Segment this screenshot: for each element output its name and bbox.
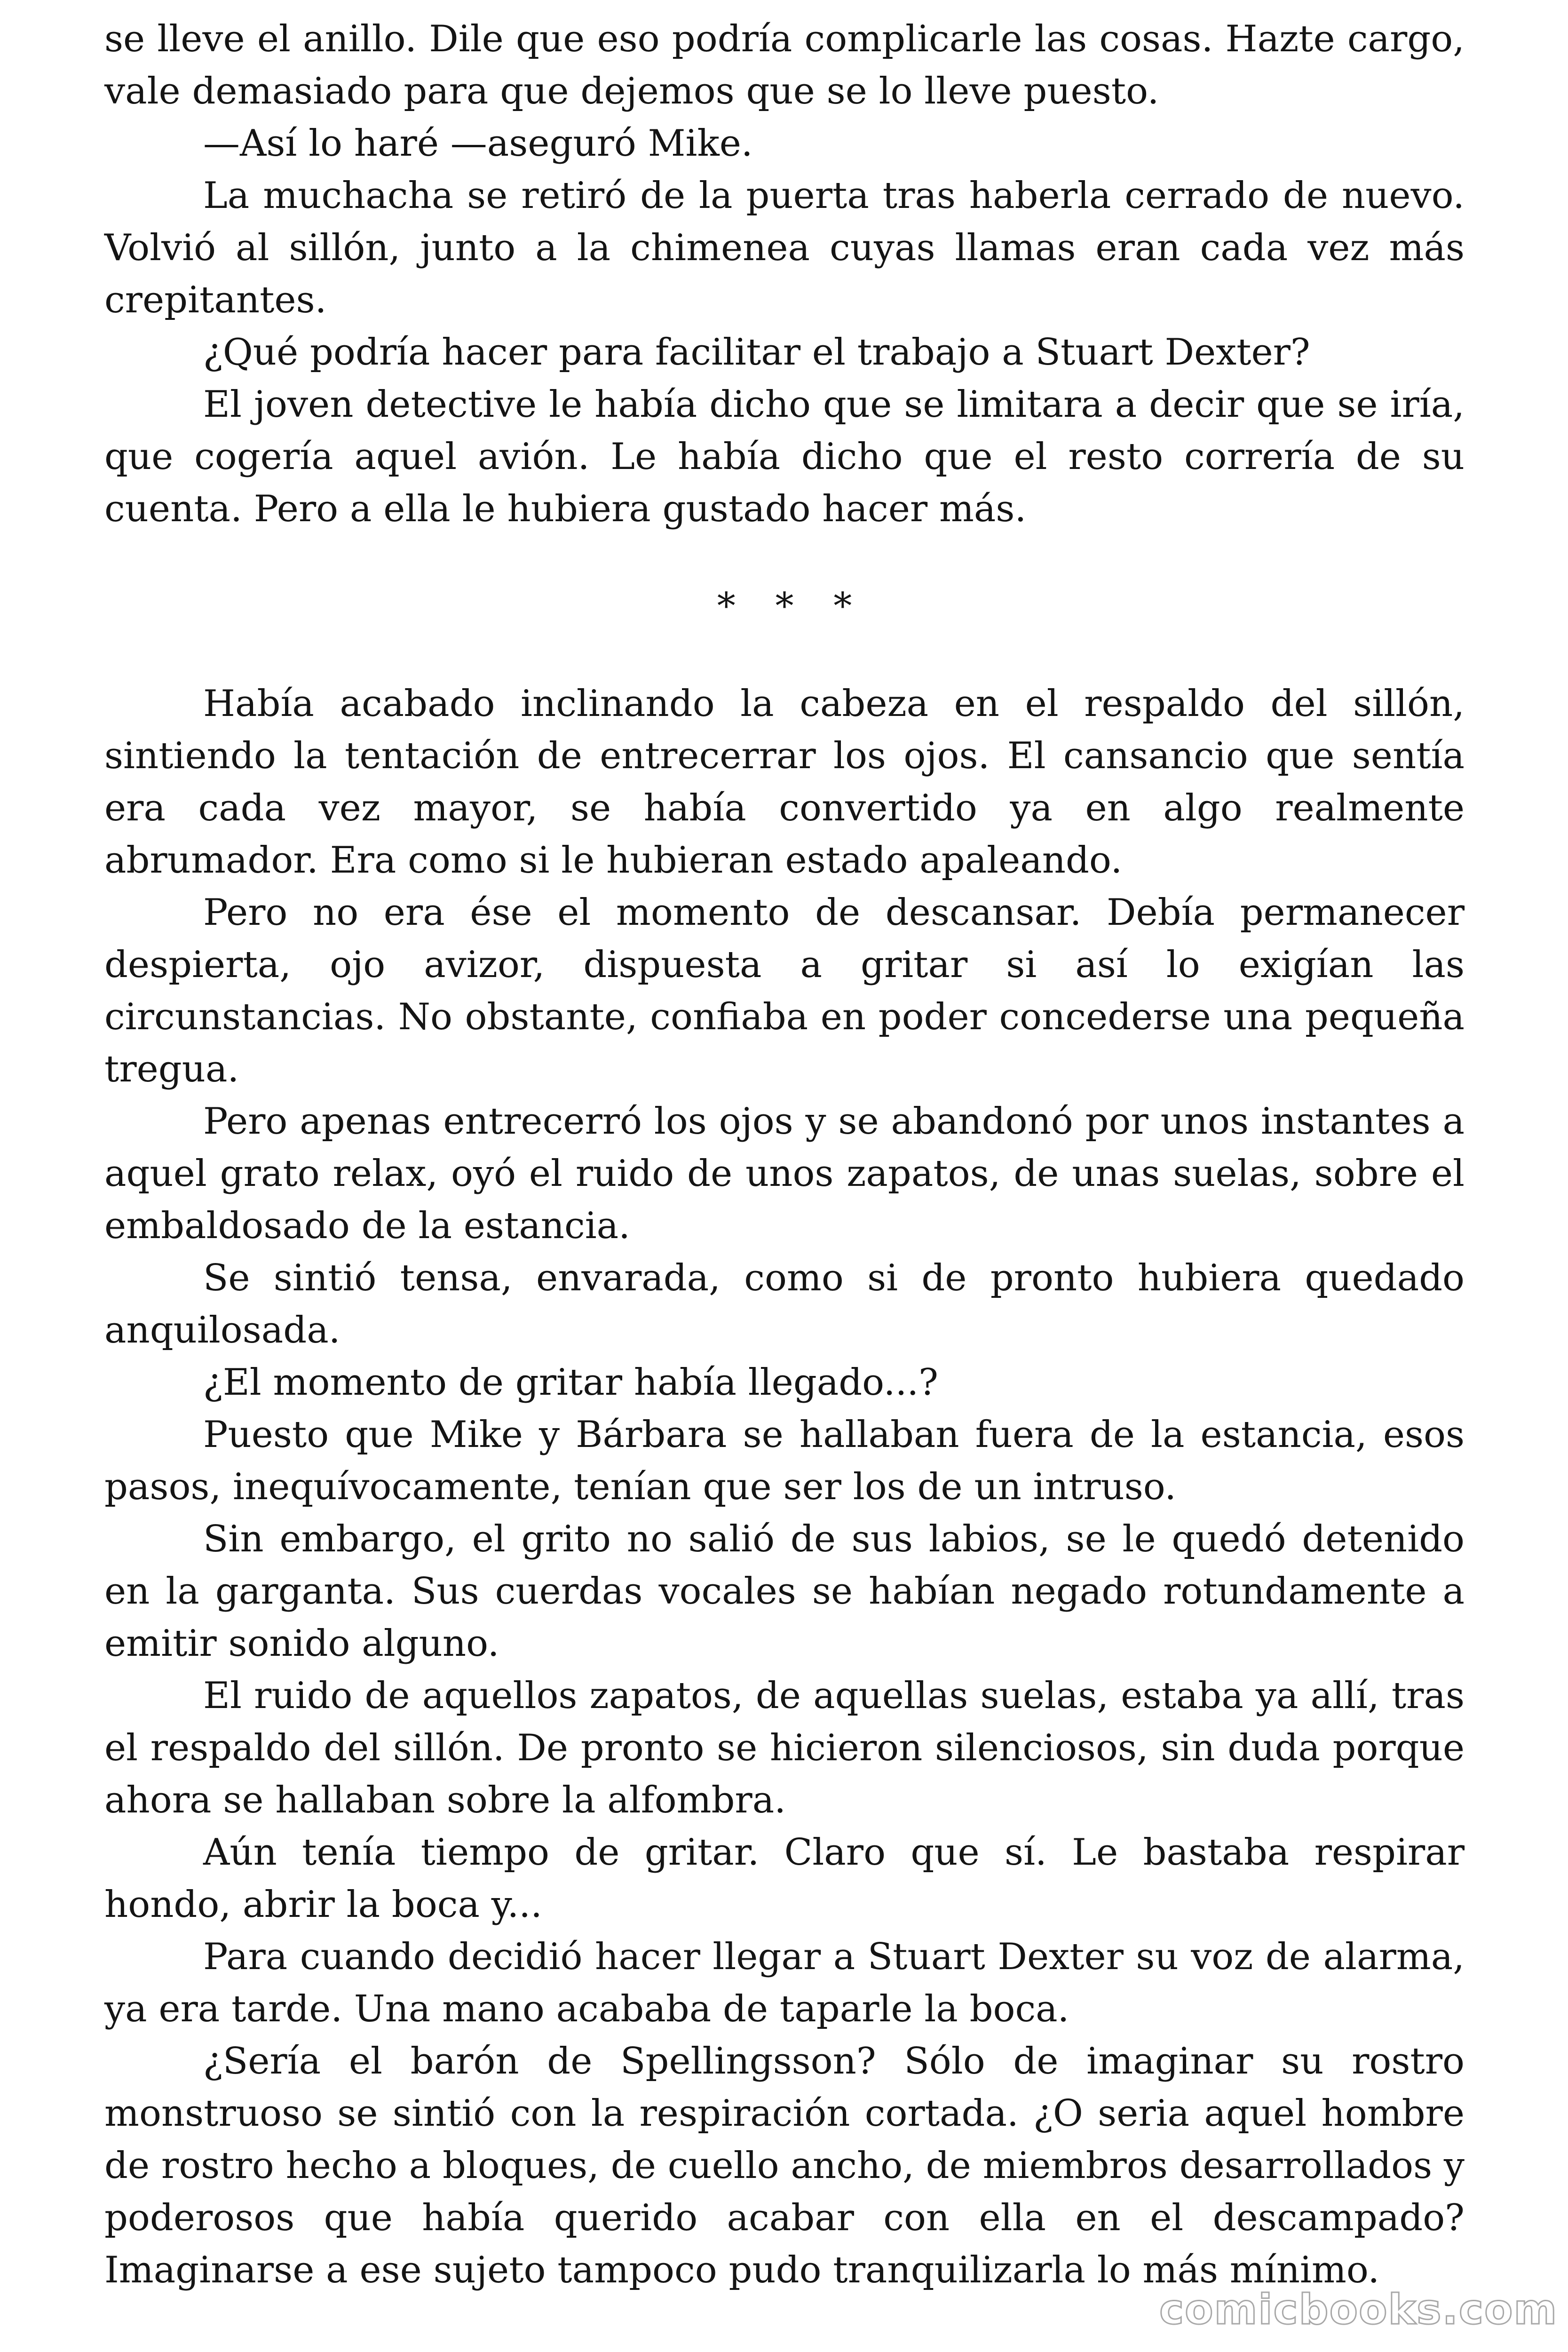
paragraph: La muchacha se retiró de la puerta tras haberla cerrado de nuevo. Volvió al sillón, junto a la chimenea cuyas llamas eran cada vez más crepitantes. [104,175,1465,321]
paragraph: Había acabado inclinando la cabeza en el respaldo del sillón, sintiendo la tentación de entrecerrar los ojos. El cansancio que sentía era cada vez mayor, se había convertido ya en algo realmente abrumador. Era como si le hubieran estado apaleando. [104,683,1465,882]
paragraph-continuation: se lleve el anillo. Dile que eso podría complicarle las cosas. Hazte cargo, vale demasiado para que dejemos que se lo lleve puesto. [104,18,1465,112]
paragraph: Pero no era ése el momento de descansar. Debía permanecer despierta, ojo avizor, dispuesta a gritar si así lo exigían las circunstancias. No obstante, confiaba en poder concederse una pequeña tregua. [104,891,1465,1090]
paragraph: Aún tenía tiempo de gritar. Claro que sí. Le bastaba respirar hondo, abrir la boca y... [104,1831,1465,1926]
paragraph: ¿Sería el barón de Spellingsson? Sólo de imaginar su rostro monstruoso se sintió con la respiración cortada. ¿O seria aquel hombre de rostro hecho a bloques, de cuello ancho, de miembros desarrollados y poderosos que había querido acabar con ella en el descampado? Imaginarse a ese sujeto tampoco pudo tranquilizarla lo más mínimo. [104,2040,1465,2291]
paragraph: Pero apenas entrecerró los ojos y se abandonó por unos instantes a aquel grato relax, oyó el ruido de unos zapatos, de unas suelas, sobre el embaldosado de la estancia. [104,1100,1465,1247]
paragraph: El ruido de aquellos zapatos, de aquellas suelas, estaba ya allí, tras el respaldo del sillón. De pronto se hicieron silenciosos, sin duda porque ahora se hallaban sobre la alfombra. [104,1675,1465,1821]
book-page [104,13,1465,2296]
paragraph: Para cuando decidió hacer llegar a Stuart Dexter su voz de alarma, ya era tarde. Una mano acababa de taparle la boca. [104,1936,1465,2030]
paragraph-dialogue-mike: —Así lo haré —aseguró Mike. [203,122,753,165]
paragraph-question: ¿Qué podría hacer para facilitar el trabajo a Stuart Dexter? [203,331,1310,373]
paragraph: Se sintió tensa, envarada, como si de pronto hubiera quedado anquilosada. [104,1257,1465,1351]
paragraph: Puesto que Mike y Bárbara se hallaban fuera de la estancia, esos pasos, inequívocamente, tenían que ser los de un intruso. [104,1414,1465,1508]
watermark: comicbooks.com [1159,2285,1558,2334]
paragraph: El joven detective le había dicho que se limitara a decir que se iría, que cogería aquel avión. Le había dicho que el resto correría de su cuenta. Pero a ella le hubiera gustado hacer más. [104,383,1465,530]
section-separator: * * * [717,585,866,628]
paragraph-question: ¿El momento de gritar había llegado...? [203,1361,938,1404]
paragraph: Sin embargo, el grito no salió de sus labios, se le quedó detenido en la garganta. Sus cuerdas vocales se habían negado rotundamente a emitir sonido alguno. [104,1518,1465,1665]
